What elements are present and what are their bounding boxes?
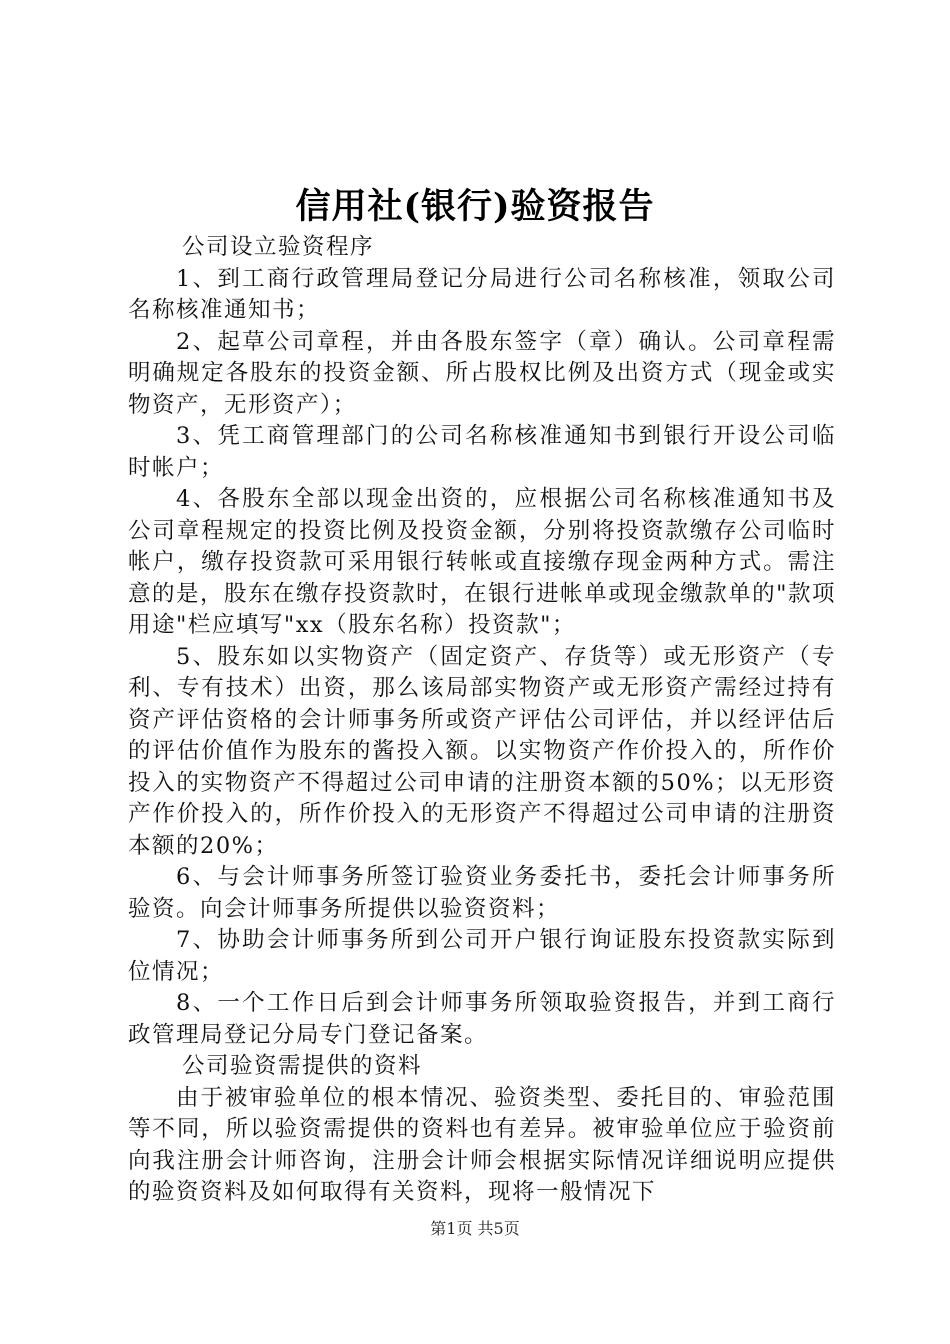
- paragraph: 由于被审验单位的根本情况、验资类型、委托目的、审验范围等不同，所以验资需提供的资料也有差异。被审验单位应于验资前向我注册会计师咨询，注册会计师会根据实际情况详细说明应提供的验资资料及如何取得有关资料，现将一般情况下: [128, 1084, 836, 1205]
- paragraph: 6、与会计师事务所签订验资业务委托书，委托会计师事务所验资。向会计师事务所提供以验资资料；: [128, 864, 836, 922]
- paragraph: 8、一个工作日后到会计师事务所领取验资报告，并到工商行政管理局登记分局专门登记备案。: [128, 990, 836, 1048]
- page-number: 第1页 共5页: [430, 1219, 520, 1238]
- paragraph: 7、协助会计师事务所到公司开户银行询证股东投资款实际到位情况；: [128, 927, 836, 985]
- section-heading: 公司设立验资程序: [182, 234, 375, 260]
- paragraph: 5、股东如以实物资产（固定资产、存货等）或无形资产（专利、专有技术）出资，那么该局部实物资产或无形资产需经过持有资产评估资格的会计师事务所或资产评估公司评估，并以经评估后的评估价值作为股东的酱投入额。以实物资产作价投入的，所作价投入的实物资产不得超过公司申请的注册资本额的50%；以无形资产作价投入的，所作价投入的无形资产不得超过公司申请的注册资本额的20%；: [128, 643, 836, 859]
- section-heading: 公司验资需提供的资料: [182, 1053, 423, 1079]
- paragraph: 4、各股东全部以现金出资的，应根据公司名称核准通知书及公司章程规定的投资比例及投资金额，分别将投资款缴存公司临时帐户，缴存投资款可采用银行转帐或直接缴存现金两种方式。需注意的是，股东在缴存投资款时，在银行进帐单或现金缴款单的"款项用途"栏应填写"xx（股东名称）投资款"；: [128, 486, 836, 638]
- paragraph: 2、起草公司章程，并由各股东签字（章）确认。公司章程需明确规定各股东的投资金额、所占股权比例及出资方式（现金或实物资产，无形资产）；: [128, 328, 836, 418]
- document-body: [128, 232, 836, 1209]
- paragraph: 3、凭工商管理部门的公司名称核准通知书到银行开设公司临时帐户；: [128, 423, 836, 481]
- paragraph: 1、到工商行政管理局登记分局进行公司名称核准，领取公司名称核准通知书；: [128, 265, 836, 323]
- document-title: 信用社(银行)验资报告: [295, 186, 655, 227]
